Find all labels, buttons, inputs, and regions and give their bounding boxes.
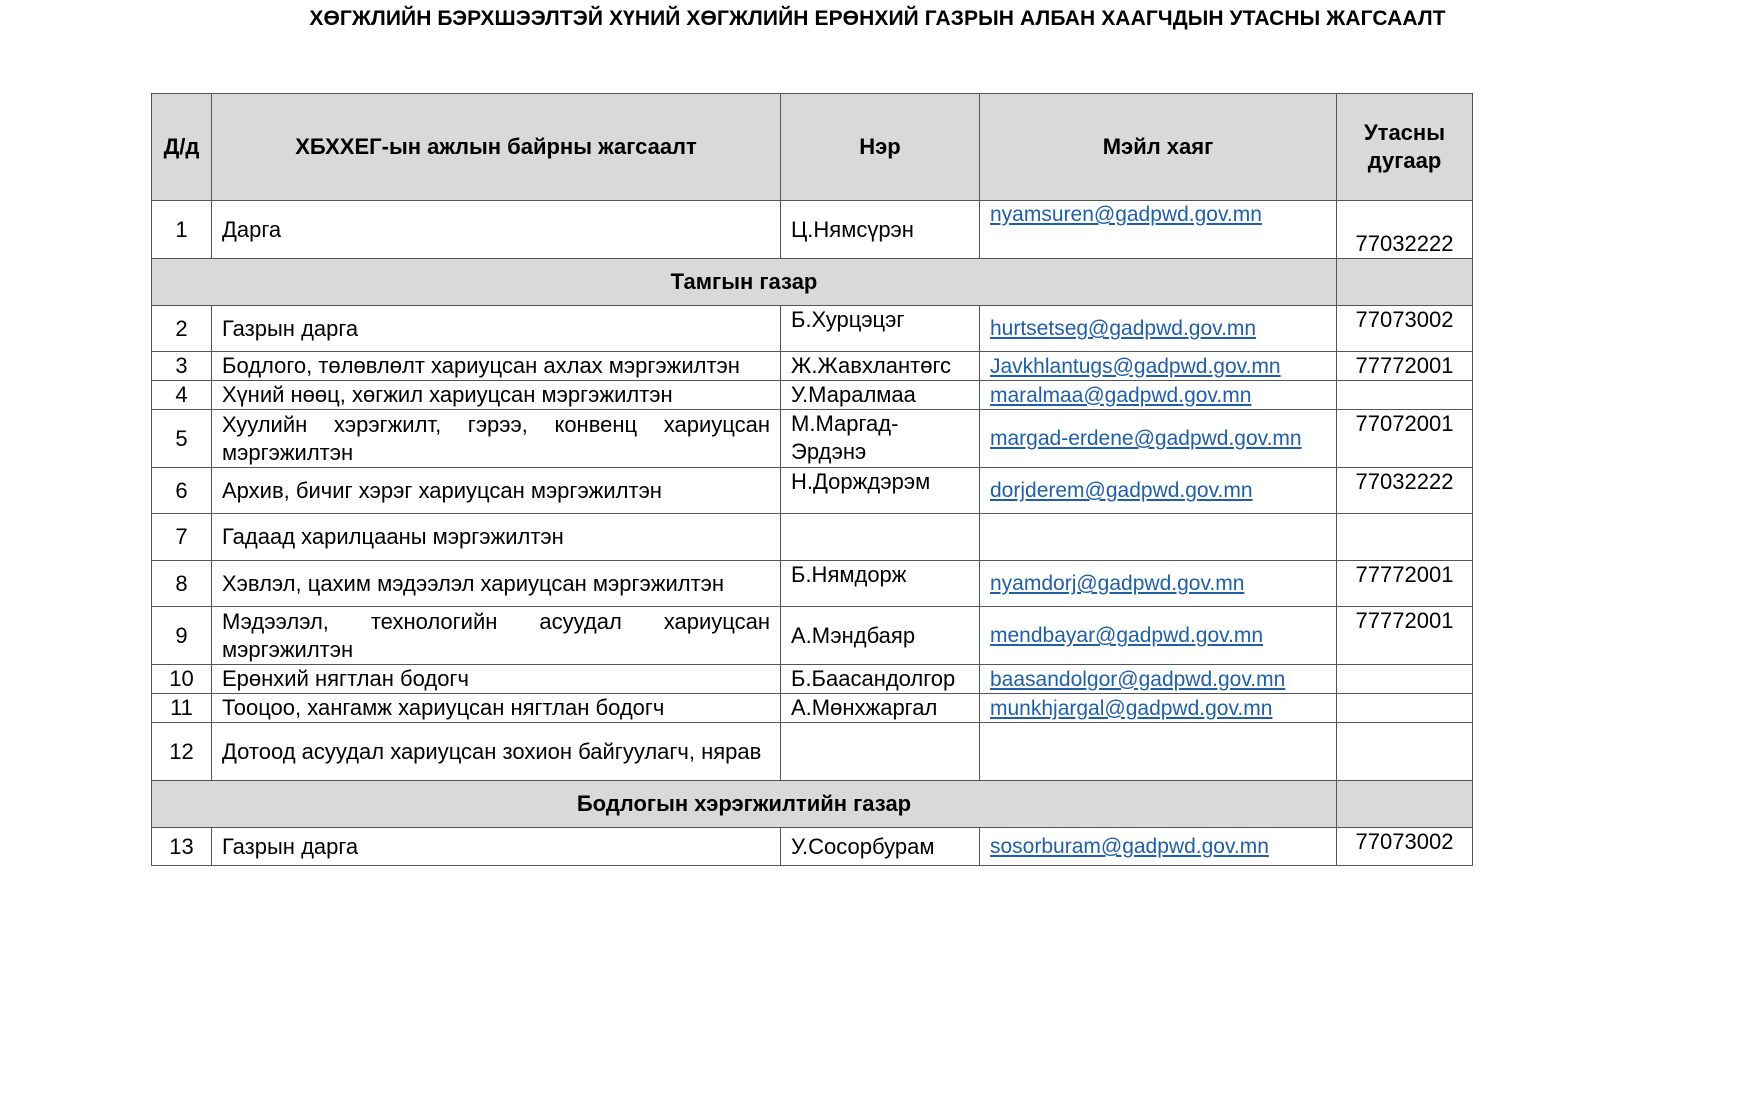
section-empty-cell xyxy=(1337,781,1473,828)
row-position: Газрын дарга xyxy=(212,828,781,866)
row-num: 2 xyxy=(152,306,212,352)
row-num: 9 xyxy=(152,607,212,665)
row-phone: 77072001 xyxy=(1337,410,1473,468)
row-name: У.Маралмаа xyxy=(781,381,980,410)
row-position: Хуулийн хэрэгжилт, гэрээ, конвенц хариуцсан мэргэжилтэн xyxy=(212,410,781,468)
row-position: Дарга xyxy=(212,201,781,259)
row-num: 6 xyxy=(152,468,212,514)
row-name: А.Мэндбаяр xyxy=(781,607,980,665)
row-name: Б.Нямдорж xyxy=(781,561,980,607)
row-num: 3 xyxy=(152,352,212,381)
row-num: 13 xyxy=(152,828,212,866)
table-row xyxy=(152,665,1473,694)
row-position: Архив, бичиг хэрэг хариуцсан мэргэжилтэн xyxy=(212,468,781,514)
row-position: Мэдээлэл, технологийн асуудал хариуцсан мэргэжилтэн xyxy=(212,607,781,665)
row-phone xyxy=(1337,514,1473,561)
row-num: 5 xyxy=(152,410,212,468)
table-row xyxy=(152,561,1473,607)
document-title: ХӨГЖЛИЙН БЭРХШЭЭЛТЭЙ ХҮНИЙ ХӨГЖЛИЙН ЕРӨНХИЙ ГАЗРЫН АЛБАН ХААГЧДЫН УТАСНЫ ЖАГСААЛТ xyxy=(309,7,1446,30)
row-phone: 77032222 xyxy=(1337,468,1473,514)
section-empty-cell xyxy=(1337,259,1473,306)
header-email: Мэйл хаяг xyxy=(980,94,1337,201)
table-row xyxy=(152,514,1473,561)
table-row xyxy=(152,410,1473,468)
email-link[interactable]: munkhjargal@gadpwd.gov.mn xyxy=(990,696,1273,720)
table-row xyxy=(152,723,1473,781)
row-name: Б.Баасандолгор xyxy=(781,665,980,694)
email-link[interactable]: nyamsuren@gadpwd.gov.mn xyxy=(990,203,1262,226)
table-row xyxy=(152,201,1473,259)
row-num: 11 xyxy=(152,694,212,723)
table-row xyxy=(152,694,1473,723)
section-row-secretariat xyxy=(152,259,1473,306)
row-name: Б.Хурцэцэг xyxy=(781,306,980,352)
header-phone: Утасны дугаар xyxy=(1337,94,1473,201)
email-link[interactable]: mendbayar@gadpwd.gov.mn xyxy=(990,624,1264,647)
row-phone: 77772001 xyxy=(1337,561,1473,607)
row-position: Хүний нөөц, хөгжил хариуцсан мэргэжилтэн xyxy=(212,381,781,410)
row-phone: 77772001 xyxy=(1337,607,1473,665)
row-num: 4 xyxy=(152,381,212,410)
row-email xyxy=(980,410,1337,468)
row-email xyxy=(980,381,1337,410)
row-num: 10 xyxy=(152,665,212,694)
row-email xyxy=(980,561,1337,607)
table-row xyxy=(152,468,1473,514)
row-num: 7 xyxy=(152,514,212,561)
email-link[interactable]: maralmaa@gadpwd.gov.mn xyxy=(990,383,1252,407)
section-row-policy xyxy=(152,781,1473,828)
row-email xyxy=(980,665,1337,694)
email-link[interactable]: Javkhlantugs@gadpwd.gov.mn xyxy=(990,354,1281,378)
section-title: Бодлогын хэрэгжилтийн газар xyxy=(152,781,1337,828)
row-phone xyxy=(1337,381,1473,410)
row-email xyxy=(980,723,1337,781)
header-num: Д/д xyxy=(152,94,212,201)
email-link[interactable]: margad-erdene@gadpwd.gov.mn xyxy=(990,427,1302,450)
table-header-row xyxy=(152,94,1473,201)
row-name: У.Сосорбурам xyxy=(781,828,980,866)
header-name: Нэр xyxy=(781,94,980,201)
row-email xyxy=(980,201,1337,259)
row-phone: 77073002 xyxy=(1337,306,1473,352)
row-email xyxy=(980,828,1337,866)
table-row xyxy=(152,381,1473,410)
table-row xyxy=(152,828,1473,866)
row-position: Хэвлэл, цахим мэдээлэл хариуцсан мэргэжилтэн xyxy=(212,561,781,607)
row-position: Ерөнхий нягтлан бодогч xyxy=(212,665,781,694)
row-num: 1 xyxy=(152,201,212,259)
row-email xyxy=(980,468,1337,514)
row-email xyxy=(980,694,1337,723)
row-phone: 77032222 xyxy=(1337,201,1473,259)
row-name xyxy=(781,723,980,781)
row-position: Бодлого, төлөвлөлт хариуцсан ахлах мэргэжилтэн xyxy=(212,352,781,381)
email-link[interactable]: baasandolgor@gadpwd.gov.mn xyxy=(990,667,1286,691)
row-name: М.Маргад-Эрдэнэ xyxy=(781,410,980,468)
row-email xyxy=(980,306,1337,352)
row-num: 12 xyxy=(152,723,212,781)
row-phone xyxy=(1337,665,1473,694)
email-link[interactable]: sosorburam@gadpwd.gov.mn xyxy=(990,835,1269,858)
header-position: ХБХХЕГ-ын ажлын байрны жагсаалт xyxy=(212,94,781,201)
section-title: Тамгын газар xyxy=(152,259,1337,306)
row-name: Ж.Жавхлантөгс xyxy=(781,352,980,381)
email-link[interactable]: hurtsetseg@gadpwd.gov.mn xyxy=(990,317,1257,340)
row-phone xyxy=(1337,723,1473,781)
row-num: 8 xyxy=(152,561,212,607)
row-position: Тооцоо, хангамж хариуцсан нягтлан бодогч xyxy=(212,694,781,723)
row-email xyxy=(980,514,1337,561)
row-phone: 77073002 xyxy=(1337,828,1473,866)
table-row xyxy=(152,607,1473,665)
email-link[interactable]: nyamdorj@gadpwd.gov.mn xyxy=(990,572,1245,595)
row-position: Дотоод асуудал хариуцсан зохион байгуулагч, нярав xyxy=(212,723,781,781)
staff-phone-table xyxy=(151,93,1473,866)
table-row xyxy=(152,352,1473,381)
table-row xyxy=(152,306,1473,352)
row-name: Ц.Нямсүрэн xyxy=(781,201,980,259)
row-email xyxy=(980,607,1337,665)
row-name: А.Мөнхжаргал xyxy=(781,694,980,723)
row-position: Газрын дарга xyxy=(212,306,781,352)
row-name: Н.Дорждэрэм xyxy=(781,468,980,514)
email-link[interactable]: dorjderem@gadpwd.gov.mn xyxy=(990,479,1253,502)
row-phone: 77772001 xyxy=(1337,352,1473,381)
row-position: Гадаад харилцааны мэргэжилтэн xyxy=(212,514,781,561)
row-name xyxy=(781,514,980,561)
row-email xyxy=(980,352,1337,381)
row-phone xyxy=(1337,694,1473,723)
